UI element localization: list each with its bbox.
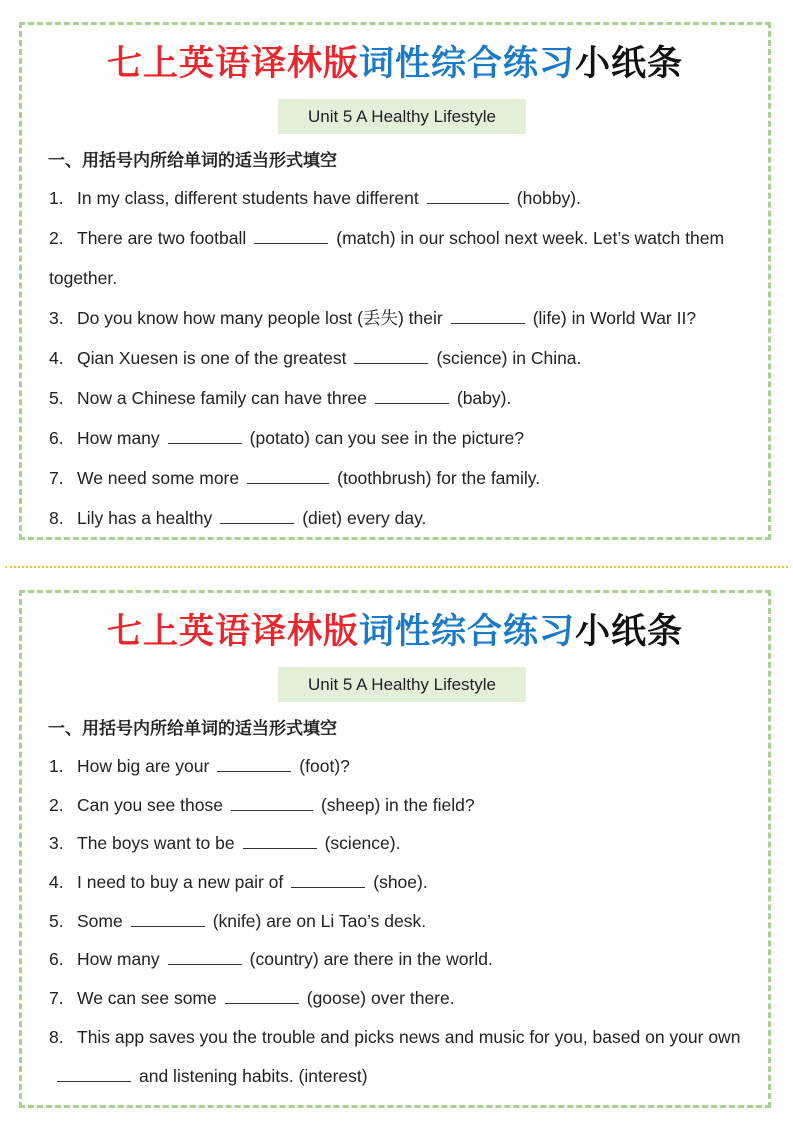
question-text-before: Do you know how many people lost (丢失) their bbox=[77, 308, 443, 328]
question-item bbox=[49, 458, 748, 498]
question-number: 5. bbox=[49, 910, 64, 931]
instruction: 一、用括号内所给单词的适当形式填空 bbox=[48, 151, 337, 170]
question-text-before: We can see some bbox=[77, 988, 217, 1009]
title-part-blue: 词性综合练习 bbox=[358, 43, 575, 84]
answer-blank[interactable] bbox=[168, 442, 242, 444]
question-text-before: The boys want to be bbox=[77, 833, 235, 854]
question-text-after: (hobby). bbox=[516, 188, 581, 208]
question-text-after: (match) in our school next week. Let’s watch them together. bbox=[49, 228, 725, 288]
answer-blank[interactable] bbox=[451, 322, 525, 324]
answer-blank[interactable] bbox=[57, 1080, 131, 1082]
answer-blank[interactable] bbox=[427, 202, 509, 204]
question-text-after: (science) in China. bbox=[436, 348, 582, 368]
title-part-red: 七上英语译林版 bbox=[106, 43, 359, 84]
card-title bbox=[22, 611, 768, 653]
answer-blank[interactable] bbox=[254, 242, 328, 244]
question-item bbox=[49, 940, 748, 979]
question-number: 7. bbox=[49, 468, 64, 488]
answer-blank[interactable] bbox=[243, 847, 317, 849]
question-number: 1. bbox=[49, 756, 64, 776]
question-text-before: Can you see those bbox=[77, 794, 223, 815]
question-text-before: This app saves you the trouble and picks news and music for you, based on your own bbox=[77, 1026, 741, 1047]
question-text-after: (diet) every day. bbox=[302, 508, 427, 528]
title-part-black: 小纸条 bbox=[575, 43, 684, 84]
question-item bbox=[49, 338, 748, 378]
answer-blank[interactable] bbox=[291, 886, 365, 888]
exercise-card-2 bbox=[19, 590, 771, 1108]
question-item bbox=[49, 979, 748, 1018]
question-text-after: (country) are there in the world. bbox=[249, 949, 493, 970]
question-item bbox=[49, 378, 748, 418]
question-text-after: (science). bbox=[324, 833, 401, 854]
question-text-before: Now a Chinese family can have three bbox=[77, 388, 367, 408]
answer-blank[interactable] bbox=[225, 1002, 299, 1004]
question-text-after: (shoe). bbox=[373, 872, 428, 893]
question-number: 1. bbox=[49, 188, 64, 208]
question-number: 8. bbox=[49, 508, 64, 528]
question-text-before: How many bbox=[77, 428, 160, 448]
question-item bbox=[49, 298, 748, 338]
question-item bbox=[49, 1018, 748, 1086]
question-item bbox=[49, 902, 748, 941]
question-number: 3. bbox=[49, 308, 64, 328]
question-text-before: Some bbox=[77, 910, 123, 931]
question-number: 4. bbox=[49, 348, 64, 368]
question-list bbox=[49, 178, 748, 538]
question-item bbox=[49, 863, 748, 902]
question-text-before: We need some more bbox=[77, 468, 240, 488]
question-text-before: Lily has a healthy bbox=[77, 508, 213, 528]
answer-blank[interactable] bbox=[168, 963, 242, 965]
question-text-after: (knife) are on Li Tao’s desk. bbox=[212, 910, 427, 931]
question-number: 2. bbox=[49, 794, 64, 815]
title-part-black: 小纸条 bbox=[575, 611, 684, 652]
exercise-card-1 bbox=[19, 22, 771, 540]
question-item bbox=[49, 747, 748, 786]
answer-blank[interactable] bbox=[220, 522, 294, 524]
question-number: 7. bbox=[49, 988, 64, 1009]
question-item bbox=[49, 418, 748, 458]
question-item bbox=[49, 824, 748, 863]
answer-blank[interactable] bbox=[354, 362, 428, 364]
question-text-after: (foot)? bbox=[299, 756, 350, 776]
question-number: 2. bbox=[49, 228, 64, 248]
question-text-before: How many bbox=[77, 949, 160, 970]
answer-blank[interactable] bbox=[247, 482, 329, 484]
answer-blank[interactable] bbox=[131, 925, 205, 927]
question-text-after: (life) in World War II? bbox=[532, 308, 697, 328]
unit-label: Unit 5 A Healthy Lifestyle bbox=[278, 99, 526, 134]
question-text-before: Qian Xuesen is one of the greatest bbox=[77, 348, 347, 368]
question-number: 8. bbox=[49, 1026, 64, 1047]
question-text-after: (potato) can you see in the picture? bbox=[249, 428, 525, 448]
question-text-after: (sheep) in the field? bbox=[320, 794, 475, 815]
question-text-before: There are two football bbox=[77, 228, 247, 248]
question-text-before: I need to buy a new pair of bbox=[77, 872, 284, 893]
question-text-after: (baby). bbox=[456, 388, 512, 408]
instruction: 一、用括号内所给单词的适当形式填空 bbox=[48, 719, 337, 738]
question-number: 6. bbox=[49, 949, 64, 970]
question-item bbox=[49, 178, 748, 218]
question-number: 6. bbox=[49, 428, 64, 448]
answer-blank[interactable] bbox=[231, 809, 313, 811]
question-number: 5. bbox=[49, 388, 64, 408]
question-text-before: How big are your bbox=[77, 756, 210, 776]
unit-label: Unit 5 A Healthy Lifestyle bbox=[278, 667, 526, 702]
question-text-before: In my class, different students have different bbox=[77, 188, 419, 208]
cut-line-divider bbox=[5, 566, 788, 568]
title-part-blue: 词性综合练习 bbox=[358, 611, 575, 652]
question-number: 4. bbox=[49, 872, 64, 893]
question-text-after: and listening habits. (interest) bbox=[139, 1065, 368, 1086]
question-number: 3. bbox=[49, 833, 64, 854]
question-text-after: (toothbrush) for the family. bbox=[337, 468, 541, 488]
question-list bbox=[49, 747, 748, 1086]
card-title bbox=[22, 43, 768, 85]
question-item bbox=[49, 498, 748, 538]
question-item bbox=[49, 218, 748, 298]
question-text-after: (goose) over there. bbox=[306, 988, 455, 1009]
title-part-red: 七上英语译林版 bbox=[106, 611, 359, 652]
answer-blank[interactable] bbox=[217, 770, 291, 772]
answer-blank[interactable] bbox=[375, 402, 449, 404]
question-item bbox=[49, 786, 748, 825]
